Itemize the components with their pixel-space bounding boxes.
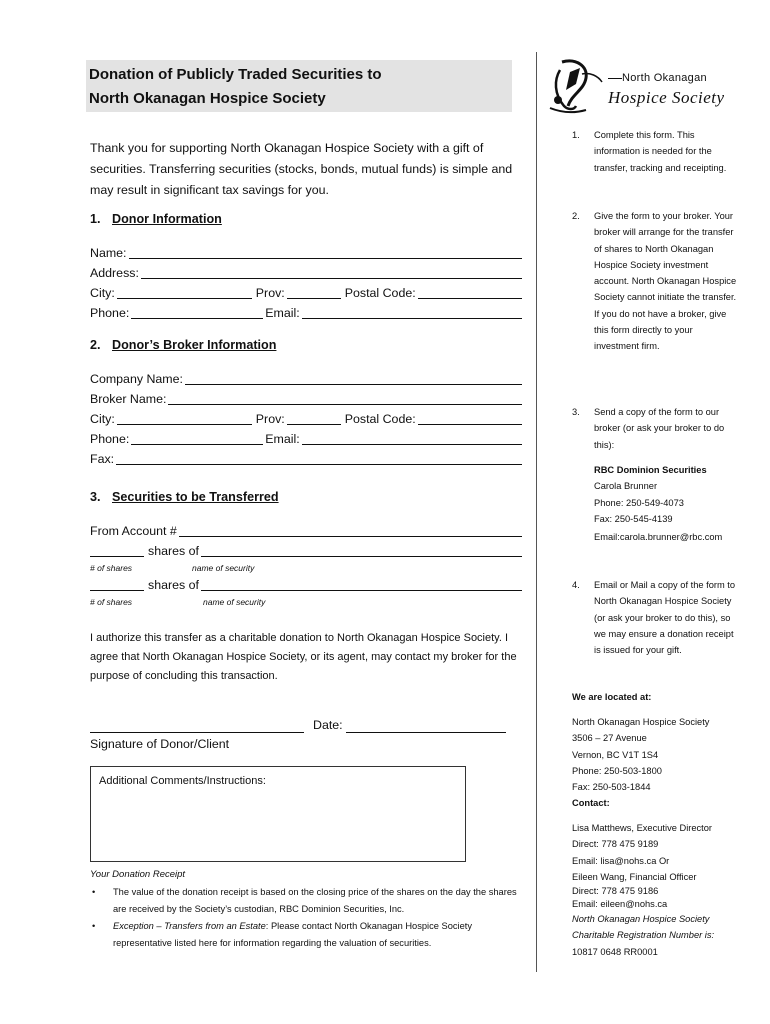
contact-email-1: Email: lisa@nohs.ca Or <box>572 855 670 866</box>
postal-input-line[interactable] <box>418 285 522 299</box>
section-title: Donor Information <box>112 212 222 226</box>
receipt-list <box>90 884 524 952</box>
charitable-label: Charitable Registration Number is: <box>572 930 715 941</box>
page-title <box>86 60 512 112</box>
bullet-icon: • <box>92 921 96 931</box>
broker-fax-field[interactable] <box>90 449 522 469</box>
field-label: Name: <box>90 246 127 260</box>
signature-label: Signature of Donor/Client <box>90 737 230 751</box>
donor-phone-row <box>90 303 522 323</box>
field-label: Fax: <box>90 452 115 466</box>
list-item <box>90 918 524 952</box>
section-number: 3. <box>90 490 101 504</box>
donor-address-field[interactable] <box>90 263 522 283</box>
rbc-name: RBC Dominion Securities <box>594 465 707 475</box>
input-line[interactable] <box>141 265 522 279</box>
section-number: 2. <box>90 338 101 352</box>
num-shares-caption: # of shares <box>90 563 133 573</box>
step-text: Give the form to your broker. Your broker will arrange for the transfer of shares to North Okanagan Hospice Society investment account. North Okanagan Hospice Society cannot initiate the transfer. If you do not have a broker, give this form directly to your investment firm. <box>594 211 737 352</box>
city-input-line[interactable] <box>117 285 252 299</box>
charitable-number: 10817 0648 RR0001 <box>572 946 658 957</box>
input-line[interactable] <box>168 391 522 405</box>
num-shares-input-line[interactable] <box>90 543 144 557</box>
column-divider <box>536 52 537 972</box>
field-label: Postal Code: <box>344 286 416 300</box>
title-line-1: Donation of Publicly Traded Securities to <box>89 66 382 83</box>
location-fax: Fax: 250-503-1844 <box>572 782 651 793</box>
rbc-email: Email:carola.brunner@rbc.com <box>594 532 723 543</box>
step-number: 4. <box>572 580 580 590</box>
step-3 <box>572 404 737 453</box>
intro-paragraph: Thank you for supporting North Okanagan Hospice Society with a gift of securities. Transferring securities (stocks, bonds, mutual funds) is simple and may result in significant tax savings for you. <box>90 141 513 197</box>
step-2 <box>572 208 737 355</box>
num-shares-input-line[interactable] <box>90 577 144 591</box>
location-city: Vernon, BC V1T 1S4 <box>572 749 659 760</box>
step-number: 2. <box>572 211 580 221</box>
location-street: 3506 – 27 Avenue <box>572 733 647 744</box>
field-label: shares of <box>148 544 199 558</box>
location-org: North Okanagan Hospice Society <box>572 717 710 727</box>
field-label: City: <box>90 286 115 300</box>
location-block <box>572 714 737 812</box>
shares-row-2 <box>90 575 522 595</box>
rbc-phone: Phone: 250-549-4073 <box>594 497 684 508</box>
shares-row-1 <box>90 541 522 561</box>
field-label: Email: <box>265 432 300 446</box>
logo <box>546 56 736 116</box>
comments-box[interactable] <box>90 766 466 862</box>
date-label: Date: <box>313 718 343 732</box>
num-shares-caption: # of shares <box>90 597 133 607</box>
field-label: Postal Code: <box>344 412 416 426</box>
contact-block <box>572 820 737 960</box>
field-label: Broker Name: <box>90 392 167 406</box>
city-input-line[interactable] <box>117 411 252 425</box>
receipt-bullet-2-rest: : Please contact North Okanagan Hospice Society representative listed here for information regarding the valuation of securities. <box>113 921 472 948</box>
email-input-line[interactable] <box>302 305 522 319</box>
step-number: 3. <box>572 407 580 417</box>
section-title: Securities to be Transferred <box>112 490 279 504</box>
broker-company-field[interactable] <box>90 369 522 389</box>
step-text: Email or Mail a copy of the form to North Okanagan Hospice Society (or ask your broker to do this), so we may ensure a donation receipt is issued for your gift. <box>594 580 736 656</box>
title-line-2: North Okanagan Hospice Society <box>89 90 326 107</box>
step-1 <box>572 127 737 176</box>
input-line[interactable] <box>185 371 522 385</box>
donor-name-field[interactable] <box>90 243 522 263</box>
from-account-field[interactable] <box>90 521 522 541</box>
field-label: Phone: <box>90 306 130 320</box>
prov-input-line[interactable] <box>287 411 341 425</box>
field-label: Prov: <box>255 286 285 300</box>
rbc-contact-block <box>594 462 737 545</box>
input-line[interactable] <box>116 451 522 465</box>
phone-input-line[interactable] <box>131 305 263 319</box>
field-label: shares of <box>148 578 199 592</box>
step-text: Send a copy of the form to our broker (or ask your broker to do this): <box>594 407 725 450</box>
section-title: Donor’s Broker Information <box>112 338 277 352</box>
broker-name-field[interactable] <box>90 389 522 409</box>
security-name-caption: name of security <box>203 597 266 607</box>
list-item <box>90 884 524 918</box>
contact-direct-1: Direct: 778 475 9189 <box>572 839 659 850</box>
logo-rule <box>608 78 622 79</box>
authorization-paragraph: I authorize this transfer as a charitable donation to North Okanagan Hospice Society. I agree that North Okanagan Hospice Society, or its agent, may contact my broker for the purpose of concluding this transaction. <box>90 632 517 682</box>
step-4 <box>572 577 737 658</box>
receipt-bullet-1: The value of the donation receipt is based on the closing price of the shares on the day the shares are received by the Society’s custodian, RBC Dominion Securities, Inc. <box>113 887 517 914</box>
contact-person-2: Eileen Wang, Financial Officer <box>572 871 697 882</box>
comments-label: Additional Comments/Instructions: <box>99 775 266 787</box>
contact-email-2: Email: eileen@nohs.ca <box>572 899 668 910</box>
location-phone: Phone: 250-503-1800 <box>572 765 662 776</box>
input-line[interactable] <box>179 523 522 537</box>
date-input-line[interactable] <box>346 731 506 733</box>
contact-direct-2: Direct: 778 475 9186 <box>572 886 659 897</box>
prov-input-line[interactable] <box>287 285 341 299</box>
field-label: Phone: <box>90 432 130 446</box>
receipt-title: Your Donation Receipt <box>90 869 186 880</box>
field-label: City: <box>90 412 115 426</box>
contact-heading: Contact: <box>572 798 610 809</box>
location-heading: We are located at: <box>572 692 652 702</box>
signature-input-line[interactable] <box>90 731 304 733</box>
field-label: Address: <box>90 266 139 280</box>
section-3-heading <box>90 490 279 504</box>
contact-org: North Okanagan Hospice Society <box>572 914 710 925</box>
security-name-input-line[interactable] <box>201 543 522 557</box>
phone-input-line[interactable] <box>131 431 263 445</box>
input-line[interactable] <box>129 245 523 259</box>
field-label: Prov: <box>255 412 285 426</box>
postal-input-line[interactable] <box>418 411 522 425</box>
section-number: 1. <box>90 212 101 226</box>
rbc-contact-person: Carola Brunner <box>594 481 658 492</box>
step-number: 1. <box>572 130 580 140</box>
rbc-fax: Fax: 250-545-4139 <box>594 513 673 524</box>
field-label: Email: <box>265 306 300 320</box>
receipt-bullet-2-prefix: Exception – Transfers from an Estate <box>113 921 266 931</box>
hospice-logo-icon <box>546 56 606 116</box>
section-1-heading <box>90 212 222 226</box>
logo-name-line-1: North Okanagan <box>622 72 707 84</box>
logo-name-line-2: Hospice Society <box>608 88 725 107</box>
contact-person-1: Lisa Matthews, Executive Director <box>572 823 713 833</box>
donor-city-row <box>90 283 522 303</box>
field-label: From Account # <box>90 524 177 538</box>
broker-phone-row <box>90 429 522 449</box>
email-input-line[interactable] <box>302 431 522 445</box>
broker-city-row <box>90 409 522 429</box>
section-2-heading <box>90 338 276 352</box>
security-name-input-line[interactable] <box>201 577 522 591</box>
security-name-caption: name of security <box>192 563 255 573</box>
bullet-icon: • <box>92 887 96 897</box>
step-text: Complete this form. This information is needed for the transfer, tracking and receipting. <box>594 130 727 173</box>
field-label: Company Name: <box>90 372 183 386</box>
